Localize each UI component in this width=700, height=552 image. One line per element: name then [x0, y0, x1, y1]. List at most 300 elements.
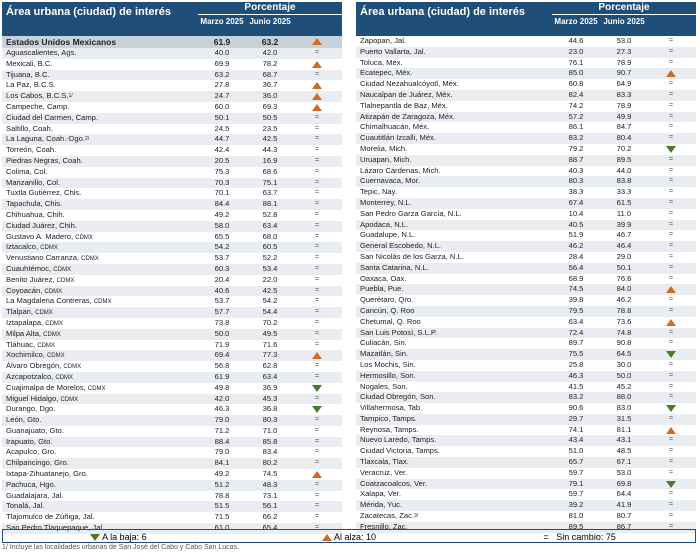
june-value: 53.0 — [616, 36, 632, 45]
left-table — [2, 2, 342, 534]
june-header: Junio 2025 — [249, 17, 291, 26]
table-row — [2, 70, 342, 81]
table-row — [356, 144, 696, 155]
trend-unchanged — [294, 145, 342, 156]
footnote: 1/ Incluye las localidades urbanas de San José del Cabo y Cabo San Lucas. — [2, 544, 239, 551]
table-row — [2, 383, 342, 394]
table-row — [2, 178, 342, 189]
march-value: 60.8 — [568, 79, 584, 89]
trend-unchanged — [294, 48, 342, 59]
down-triangle-icon — [666, 146, 676, 153]
legend-down-label: A la baja: 6 — [102, 532, 147, 542]
table-row — [2, 318, 342, 329]
equal-icon: = — [315, 286, 320, 294]
up-triangle-icon — [312, 93, 322, 100]
trend-unchanged — [294, 70, 342, 81]
june-value: 64.9 — [616, 79, 632, 89]
equal-icon: = — [669, 468, 674, 476]
march-value: 57.7 — [214, 307, 230, 317]
equal-icon: = — [669, 37, 674, 44]
march-value: 82.4 — [568, 89, 584, 99]
equal-icon: = — [315, 448, 320, 456]
equal-icon: = — [669, 252, 674, 260]
area-name: Tepic, Nay. — [360, 187, 397, 197]
area-name: Monterrey, N.L. — [360, 197, 412, 207]
march-value: 20.4 — [214, 274, 230, 284]
table-row — [356, 133, 696, 144]
area-name: Tonalá, Jal. — [6, 501, 45, 511]
march-value: 49.2 — [214, 469, 230, 479]
march-value: 51.2 — [214, 479, 230, 489]
table-row — [2, 501, 342, 512]
march-value: 84.4 — [214, 199, 230, 209]
june-value: 83.0 — [616, 403, 632, 413]
march-value: 10.4 — [568, 208, 584, 218]
table-header — [356, 2, 696, 36]
equal-icon: = — [315, 318, 320, 326]
down-triangle-icon — [312, 406, 322, 413]
march-value: 72.4 — [568, 327, 584, 337]
equal-icon: = — [315, 394, 320, 402]
trend-unchanged — [648, 79, 696, 90]
area-name: Ciudad Obregón, Son. — [360, 392, 436, 402]
equal-icon: = — [315, 372, 320, 380]
june-value: 63.7 — [262, 188, 278, 198]
june-value: 74.8 — [616, 327, 632, 337]
june-value: 63.4 — [262, 220, 278, 230]
equal-icon: = — [669, 58, 674, 66]
june-value: 83.8 — [616, 176, 632, 186]
june-value: 50.5 — [262, 112, 278, 122]
table-row — [2, 329, 342, 340]
march-value: 42.4 — [214, 145, 230, 155]
march-value: 57.2 — [568, 111, 584, 121]
june-value: 63.2 — [261, 37, 279, 47]
equal-icon: = — [669, 436, 674, 444]
june-value: 86.7 — [616, 521, 632, 531]
march-value: 59.7 — [568, 489, 584, 499]
area-name: León, Gto. — [6, 415, 42, 425]
june-value: 42.5 — [262, 285, 278, 295]
june-value: 78.2 — [262, 58, 278, 68]
area-name: Tláhuac, CDMX — [6, 339, 55, 349]
equal-icon: = — [669, 198, 674, 206]
june-value: 88.0 — [616, 392, 632, 402]
march-value: 40.5 — [568, 219, 584, 229]
area-name: Estados Unidos Mexicanos — [6, 37, 117, 47]
area-name: Uruapan, Mich. — [360, 154, 412, 164]
area-name: Coatzacoalcos, Ver. — [360, 478, 428, 488]
equal-icon: = — [669, 80, 674, 88]
june-value: 73.6 — [616, 316, 632, 326]
legend-up — [234, 530, 465, 542]
trend-unchanged — [648, 36, 696, 47]
area-name: Tlaxcala, Tlax. — [360, 457, 409, 467]
june-value: 80.3 — [262, 415, 278, 425]
trend-unchanged — [648, 263, 696, 274]
area-name: Piedras Negras, Coah. — [6, 155, 83, 165]
june-value: 78.8 — [616, 305, 632, 315]
march-value: 54.2 — [214, 242, 230, 252]
march-value: 79.0 — [214, 447, 230, 457]
table-row — [2, 491, 342, 502]
area-name: Colima, Col. — [6, 166, 48, 176]
table-row — [2, 350, 342, 361]
june-value: 50.0 — [616, 370, 632, 380]
area-name: Fresnillo, Zac. — [360, 521, 408, 531]
equal-icon: = — [669, 306, 674, 314]
june-value: 62.8 — [262, 361, 278, 371]
table-row — [2, 415, 342, 426]
june-value: 81.1 — [616, 424, 632, 434]
up-triangle-icon — [312, 61, 322, 68]
march-value: 50.1 — [214, 112, 230, 122]
area-name: Santa Catarina, N.L. — [360, 262, 429, 272]
trend-unchanged — [294, 134, 342, 145]
equal-icon: = — [669, 360, 674, 368]
june-value: 67.1 — [616, 457, 632, 467]
table-row — [356, 403, 696, 414]
june-value: 60.5 — [262, 242, 278, 252]
table-row — [2, 102, 342, 113]
area-name: La Laguna, Coah.-Dgo.$^{2/}$ — [6, 134, 90, 144]
table-row — [2, 91, 342, 102]
june-value: 49.9 — [616, 111, 632, 121]
area-name: San Pedro Garza García, N.L. — [360, 208, 462, 218]
trend-up — [294, 59, 342, 70]
equal-icon: = — [315, 135, 320, 143]
table-row — [2, 340, 342, 351]
equal-icon: = — [315, 513, 320, 521]
march-value: 85.0 — [568, 68, 584, 78]
june-value: 64.4 — [616, 489, 632, 499]
table-row — [356, 500, 696, 511]
trend-unchanged — [648, 500, 696, 511]
table-row — [356, 187, 696, 198]
area-name: Villahermosa, Tab. — [360, 403, 423, 413]
june-value: 71.6 — [262, 339, 278, 349]
area-name: Nogales, Son. — [360, 381, 408, 391]
march-value: 65.5 — [214, 231, 230, 241]
table-row — [356, 36, 696, 47]
trend-unchanged — [294, 199, 342, 210]
area-name: Guanajuato, Gto. — [6, 425, 64, 435]
march-value: 88.4 — [214, 436, 230, 446]
left-rows — [2, 36, 342, 534]
june-value: 83.4 — [262, 447, 278, 457]
up-triangle-icon — [312, 352, 322, 359]
equal-icon: = — [669, 490, 674, 498]
area-name: La Paz, B.C.S. — [6, 80, 56, 90]
equal-icon: = — [315, 416, 320, 424]
equal-icon: = — [315, 362, 320, 370]
march-value: 60.3 — [214, 263, 230, 273]
june-value: 46.7 — [616, 230, 632, 240]
area-name: Saltillo, Coah. — [6, 123, 53, 133]
table-row — [356, 371, 696, 382]
june-value: 84.0 — [616, 284, 632, 294]
area-name: Zapopan, Jal. — [360, 36, 407, 45]
area-name: Los Mochis, Sin. — [360, 359, 416, 369]
march-value: 81.0 — [568, 511, 584, 521]
trend-header — [294, 15, 342, 36]
trend-up — [294, 91, 342, 102]
trend-unchanged — [294, 221, 342, 232]
area-name: Mazatlán, Sin. — [360, 349, 409, 359]
march-value: 74.2 — [568, 100, 584, 110]
up-triangle-icon — [666, 319, 676, 326]
june-value: 52.8 — [262, 209, 278, 219]
trend-unchanged — [648, 392, 696, 403]
right-rows — [356, 36, 696, 533]
table-row — [356, 457, 696, 468]
legend-eq — [464, 530, 695, 542]
june-value: 44.3 — [262, 145, 278, 155]
june-value: 70.2 — [616, 143, 632, 153]
march-value: 51.0 — [568, 446, 584, 456]
equal-icon: = — [669, 414, 674, 422]
table-row — [2, 167, 342, 178]
march-value: 40.3 — [568, 165, 584, 175]
june-value: 46.4 — [616, 241, 632, 251]
area-name: Coyoacán, CDMX — [6, 285, 63, 295]
june-value: 74.5 — [262, 469, 278, 479]
june-value: 48.5 — [616, 446, 632, 456]
june-value: 70.2 — [262, 317, 278, 327]
june-value: 30.0 — [616, 359, 632, 369]
june-value: 43.1 — [616, 435, 632, 445]
area-name: Puerto Vallarta, Jal. — [360, 46, 426, 56]
equal-icon: = — [315, 480, 320, 488]
trend-unchanged — [294, 480, 342, 491]
trend-unchanged — [648, 414, 696, 425]
table-row — [356, 295, 696, 306]
table-row — [356, 306, 696, 317]
june-value: 44.0 — [616, 165, 632, 175]
equal-icon: = — [669, 382, 674, 390]
area-name: Atizapán de Zaragoza, Méx. — [360, 111, 455, 121]
trend-unchanged — [648, 166, 696, 177]
trend-unchanged — [294, 188, 342, 199]
table-row — [356, 317, 696, 328]
area-name: Apodaca, N.L. — [360, 219, 409, 229]
equal-icon: = — [669, 339, 674, 347]
march-value: 53.7 — [214, 253, 230, 263]
march-value: 61.0 — [214, 523, 230, 533]
march-value: 71.9 — [214, 339, 230, 349]
table-row — [356, 392, 696, 403]
march-value: 25.8 — [568, 359, 584, 369]
area-name: Culiacán, Sin. — [360, 338, 407, 348]
equal-icon: = — [669, 522, 674, 530]
trend-unchanged — [294, 447, 342, 458]
march-value: 79.2 — [568, 143, 584, 153]
equal-icon: = — [315, 189, 320, 197]
equal-icon: = — [315, 329, 320, 337]
trend-unchanged — [648, 133, 696, 144]
table-row — [356, 263, 696, 274]
june-header: Junio 2025 — [603, 17, 645, 26]
june-value: 88.1 — [262, 199, 278, 209]
march-value: 40.0 — [214, 48, 230, 57]
june-value: 68.0 — [262, 231, 278, 241]
trend-down — [648, 403, 696, 414]
area-name: Milpa Alta, CDMX — [6, 328, 61, 338]
trend-unchanged — [294, 275, 342, 286]
area-name: Chimalhuacán, Méx. — [360, 122, 430, 132]
equal-icon: = — [669, 447, 674, 455]
area-name: Oaxaca, Oax. — [360, 273, 407, 283]
june-value: 49.5 — [262, 328, 278, 338]
trend-unchanged — [294, 113, 342, 124]
trend-unchanged — [648, 306, 696, 317]
march-value: 69.9 — [214, 58, 230, 68]
trend-down — [294, 383, 342, 394]
june-value: 42.5 — [262, 134, 278, 144]
march-value: 44.6 — [568, 36, 584, 45]
table-row — [2, 437, 342, 448]
trend-unchanged — [648, 101, 696, 112]
equal-icon: = — [669, 263, 674, 271]
trend-unchanged — [648, 176, 696, 187]
table-row — [356, 328, 696, 339]
area-name: Cuauhtémoc, CDMX — [6, 263, 71, 273]
trend-unchanged — [648, 511, 696, 522]
area-name: Cuernavaca, Mor. — [360, 176, 420, 186]
june-value: 66.2 — [262, 512, 278, 522]
table-row — [2, 480, 342, 491]
trend-unchanged — [648, 457, 696, 468]
area-name: Durango, Dgo. — [6, 404, 56, 414]
trend-up — [294, 469, 342, 480]
up-triangle-icon — [666, 70, 676, 77]
area-name: San Nicolás de los Garza, N.L. — [360, 251, 464, 261]
table-row — [2, 48, 342, 59]
equal-icon: = — [315, 124, 320, 132]
march-value: 74.1 — [568, 424, 584, 434]
table-row — [356, 338, 696, 349]
area-header: Área urbana (ciudad) de interés — [6, 6, 172, 18]
march-value: 46.3 — [568, 370, 584, 380]
march-value: 71.2 — [214, 425, 230, 435]
legend — [2, 529, 696, 543]
table-row — [356, 435, 696, 446]
june-value: 73.1 — [262, 490, 278, 500]
trend-unchanged — [294, 156, 342, 167]
down-triangle-icon — [90, 534, 100, 541]
june-value: 76.6 — [616, 273, 632, 283]
table-row — [356, 446, 696, 457]
equal-icon: = — [315, 308, 320, 316]
trend-unchanged — [648, 241, 696, 252]
equal-icon: = — [315, 146, 320, 154]
up-triangle-icon — [312, 82, 322, 89]
trend-unchanged — [648, 220, 696, 231]
march-value: 20.5 — [214, 155, 230, 165]
table-row — [356, 511, 696, 522]
area-name: Veracruz, Ver. — [360, 467, 408, 477]
percent-header: Porcentaje — [552, 2, 696, 15]
area-name: Lázaro Cárdenas, Mich. — [360, 165, 441, 175]
area-name: Iztacalco, CDMX — [6, 242, 58, 252]
table-row — [356, 414, 696, 425]
march-value: 65.7 — [568, 457, 584, 467]
trend-unchanged — [648, 435, 696, 446]
area-name: Reynosa, Tamps. — [360, 424, 419, 434]
march-header: Marzo 2025 — [200, 17, 244, 26]
equal-icon: = — [669, 123, 674, 131]
june-value: 80.2 — [262, 458, 278, 468]
area-name: Chetumal, Q. Roo — [360, 316, 421, 326]
table-row — [356, 101, 696, 112]
legend-eq-label: Sin cambio: 75 — [556, 532, 616, 542]
march-value: 69.4 — [214, 350, 230, 360]
trend-unchanged — [294, 296, 342, 307]
table-row — [356, 176, 696, 187]
march-value: 79.5 — [568, 305, 584, 315]
table-row — [2, 124, 342, 135]
trend-unchanged — [294, 361, 342, 372]
area-name: Irapuato, Gto. — [6, 436, 53, 446]
equal-icon: = — [315, 491, 320, 499]
area-name: Cancún, Q. Roo — [360, 305, 415, 315]
trend-unchanged — [648, 122, 696, 133]
march-value: 74.5 — [568, 284, 584, 294]
trend-unchanged — [294, 286, 342, 297]
march-value: 53.7 — [214, 296, 230, 306]
equal-icon: = — [669, 177, 674, 185]
trend-unchanged — [294, 253, 342, 264]
area-name: Gustavo A. Madero, CDMX — [6, 231, 93, 241]
march-value: 58.0 — [214, 220, 230, 230]
march-value: 56.4 — [568, 262, 584, 272]
trend-unchanged — [648, 230, 696, 241]
equal-icon: = — [315, 70, 320, 78]
table-row — [356, 112, 696, 123]
area-name: Chilpancingo, Gro. — [6, 458, 69, 468]
table-row — [2, 469, 342, 480]
march-value: 60.0 — [214, 101, 230, 111]
march-value: 84.1 — [214, 458, 230, 468]
table-header — [2, 2, 342, 36]
area-name: Cuajimalpa de Morelos, CDMX — [6, 382, 106, 392]
june-value: 80.7 — [616, 511, 632, 521]
up-triangle-icon — [322, 534, 332, 541]
equal-icon: = — [315, 200, 320, 208]
equal-icon: = — [315, 210, 320, 218]
march-value: 49.8 — [214, 382, 230, 392]
march-value: 70.3 — [214, 177, 230, 187]
march-value: 39.8 — [568, 295, 584, 305]
march-value: 89.7 — [568, 338, 584, 348]
table-row — [2, 242, 342, 253]
march-value: 83.2 — [568, 392, 584, 402]
june-value: 85.8 — [262, 436, 278, 446]
equal-icon: = — [315, 297, 320, 305]
down-triangle-icon — [312, 385, 322, 392]
area-name: Torreón, Coah. — [6, 145, 57, 155]
june-value: 83.3 — [616, 89, 632, 99]
june-value: 68.6 — [262, 166, 278, 176]
area-name: Zacatecas, Zac.$^{3/}$ — [360, 511, 419, 521]
table-row — [356, 252, 696, 263]
up-triangle-icon — [666, 286, 676, 293]
area-name: Benito Juárez, CDMX — [6, 274, 75, 284]
equal-icon: = — [669, 242, 674, 250]
area-name: Xochimilco, CDMX — [6, 350, 65, 360]
march-value: 89.5 — [568, 521, 584, 531]
trend-down — [648, 144, 696, 155]
